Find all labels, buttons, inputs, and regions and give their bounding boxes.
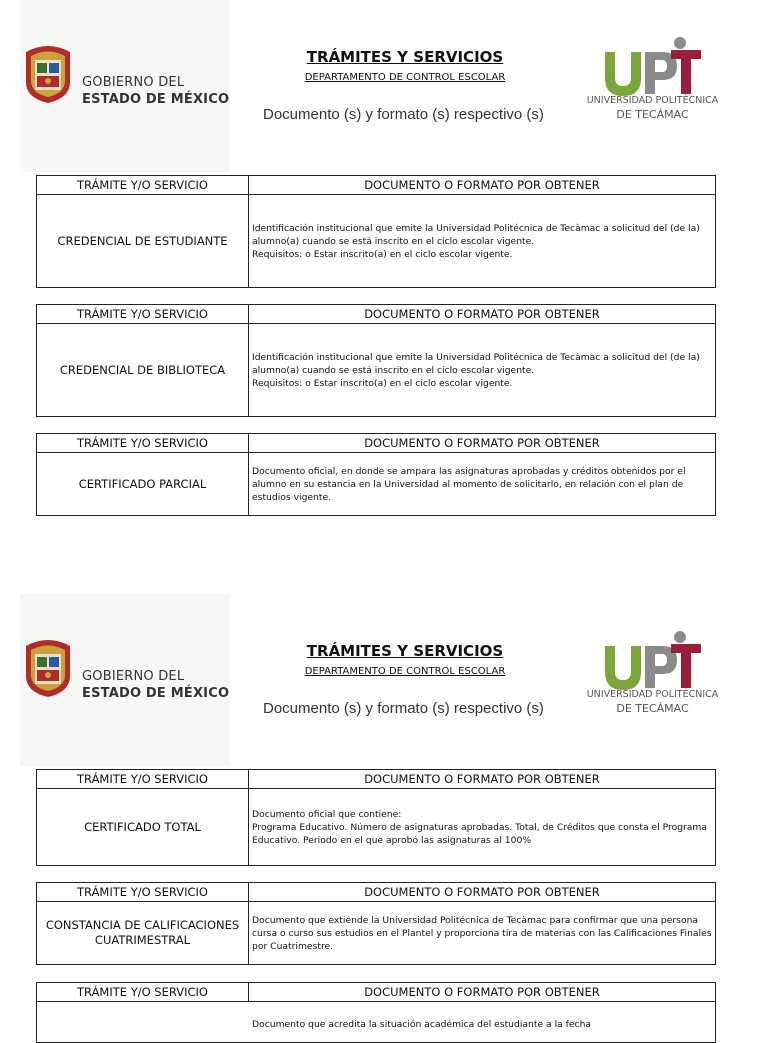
gobierno-text (82, 74, 229, 108)
gobierno-logo (22, 42, 232, 106)
service-table (36, 982, 716, 1043)
header-tramite: TRÁMITE Y/O SERVICIO (37, 770, 249, 788)
service-description: Documento oficial, en donde se ampara las asignaturas aprobadas y créditos obtenidos por el alumno en su estancia en la Universidad al momento de solicitarlo, en relación con el plan de estudios vigente. (252, 465, 686, 503)
service-name: CERTIFICADO TOTAL (37, 789, 249, 865)
document-label: Documento (s) y formato (s) respectivo (s) (263, 106, 544, 123)
table-header-row (37, 176, 715, 195)
page-title: TRÁMITES Y SERVICIOS (306, 642, 504, 660)
upt-caption-line-2: DE TECÁMAC (616, 108, 689, 121)
estado-mexico-seal-icon (22, 42, 74, 104)
header-tramite: TRÁMITE Y/O SERVICIO (37, 176, 249, 194)
header-documento: DOCUMENTO O FORMATO POR OBTENER (364, 772, 600, 786)
upt-caption-line-1: UNIVERSIDAD POLITÉCNICA (586, 689, 719, 700)
service-table (36, 769, 716, 866)
service-description: Documento que extiende la Universidad Politécnica de Tecàmac para confirmar que una persona cursa o curso sus estudios en el Plantel y proporciona tira de materias con las Calificaciones Finales por Cuatrimestre. (252, 914, 712, 952)
header-documento: DOCUMENTO O FORMATO POR OBTENER (364, 307, 600, 321)
estado-mexico-seal-icon (22, 636, 74, 698)
service-description: Documento oficial que contiene: Programa Educativo. Número de asignaturas aprobadas. Total, de Créditos que consta el Programa Educativo. Periodo en el que aprobó las asignaturas al 100% (252, 808, 708, 846)
service-name: CREDENCIAL DE ESTUDIANTE (37, 195, 249, 287)
table-row (37, 789, 715, 865)
service-description: Identificación institucional que emite la Universidad Politécnica de Tecàmac a solicitud del (de la) alumno(a) cuando se está inscrito en el ciclo escolar vigente. Requisitos: o Estar inscrito(a) en el ciclo escolar vigente. (252, 222, 700, 260)
gobierno-line-2: ESTADO DE MÉXICO (82, 686, 230, 701)
header-documento: DOCUMENTO O FORMATO POR OBTENER (364, 178, 600, 192)
gobierno-text (82, 668, 229, 702)
page-title: TRÁMITES Y SERVICIOS (306, 48, 504, 66)
service-description: Identificación institucional que emite la Universidad Politécnica de Tecàmac a solicitud del (de la) alumno(a) cuando se está inscrito en el ciclo escolar vigente. Requisitos: o Estar inscrito(a) en el ciclo escolar vigente. (252, 351, 700, 389)
upt-caption (580, 688, 725, 716)
table-row (37, 453, 715, 515)
service-table (36, 882, 716, 965)
header-tramite: TRÁMITE Y/O SERVICIO (37, 434, 249, 452)
header-tramite: TRÁMITE Y/O SERVICIO (37, 983, 249, 1001)
service-name: CERTIFICADO PARCIAL (37, 453, 249, 515)
service-name: CONSTANCIA DE CALIFICACIONES CUATRIMESTRAL (37, 902, 249, 964)
page-subtitle: DEPARTAMENTO DE CONTROL ESCOLAR (304, 72, 506, 83)
upt-caption-line-1: UNIVERSIDAD POLITÉCNICA (586, 95, 719, 106)
table-row (37, 324, 715, 416)
table-header-row (37, 305, 715, 324)
table-row (37, 195, 715, 287)
table-header-row (37, 983, 715, 1002)
header-tramite: TRÁMITE Y/O SERVICIO (37, 305, 249, 323)
page-subtitle: DEPARTAMENTO DE CONTROL ESCOLAR (304, 666, 506, 677)
service-name: CREDENCIAL DE BIBLIOTECA (37, 324, 249, 416)
gobierno-logo (22, 636, 232, 700)
page-header-2 (0, 594, 768, 764)
header-documento: DOCUMENTO O FORMATO POR OBTENER (364, 985, 600, 999)
table-header-row (37, 434, 715, 453)
gobierno-line-1: GOBIERNO DEL (82, 75, 185, 90)
table-header-row (37, 770, 715, 789)
upt-caption (580, 94, 725, 122)
gobierno-line-2: ESTADO DE MÉXICO (82, 92, 230, 107)
header-tramite: TRÁMITE Y/O SERVICIO (37, 883, 249, 901)
upt-caption-line-2: DE TECÁMAC (616, 702, 689, 715)
page-header-1 (0, 0, 768, 170)
table-row (37, 1002, 715, 1042)
gobierno-line-1: GOBIERNO DEL (82, 669, 185, 684)
service-table (36, 304, 716, 417)
service-description: Documento que acredita la situación académica del estudiante a la fecha (252, 1019, 592, 1030)
table-row (37, 902, 715, 964)
table-header-row (37, 883, 715, 902)
header-documento: DOCUMENTO O FORMATO POR OBTENER (364, 436, 600, 450)
header-documento: DOCUMENTO O FORMATO POR OBTENER (364, 885, 600, 899)
service-table (36, 433, 716, 516)
document-label: Documento (s) y formato (s) respectivo (s) (263, 700, 544, 717)
service-table (36, 175, 716, 288)
